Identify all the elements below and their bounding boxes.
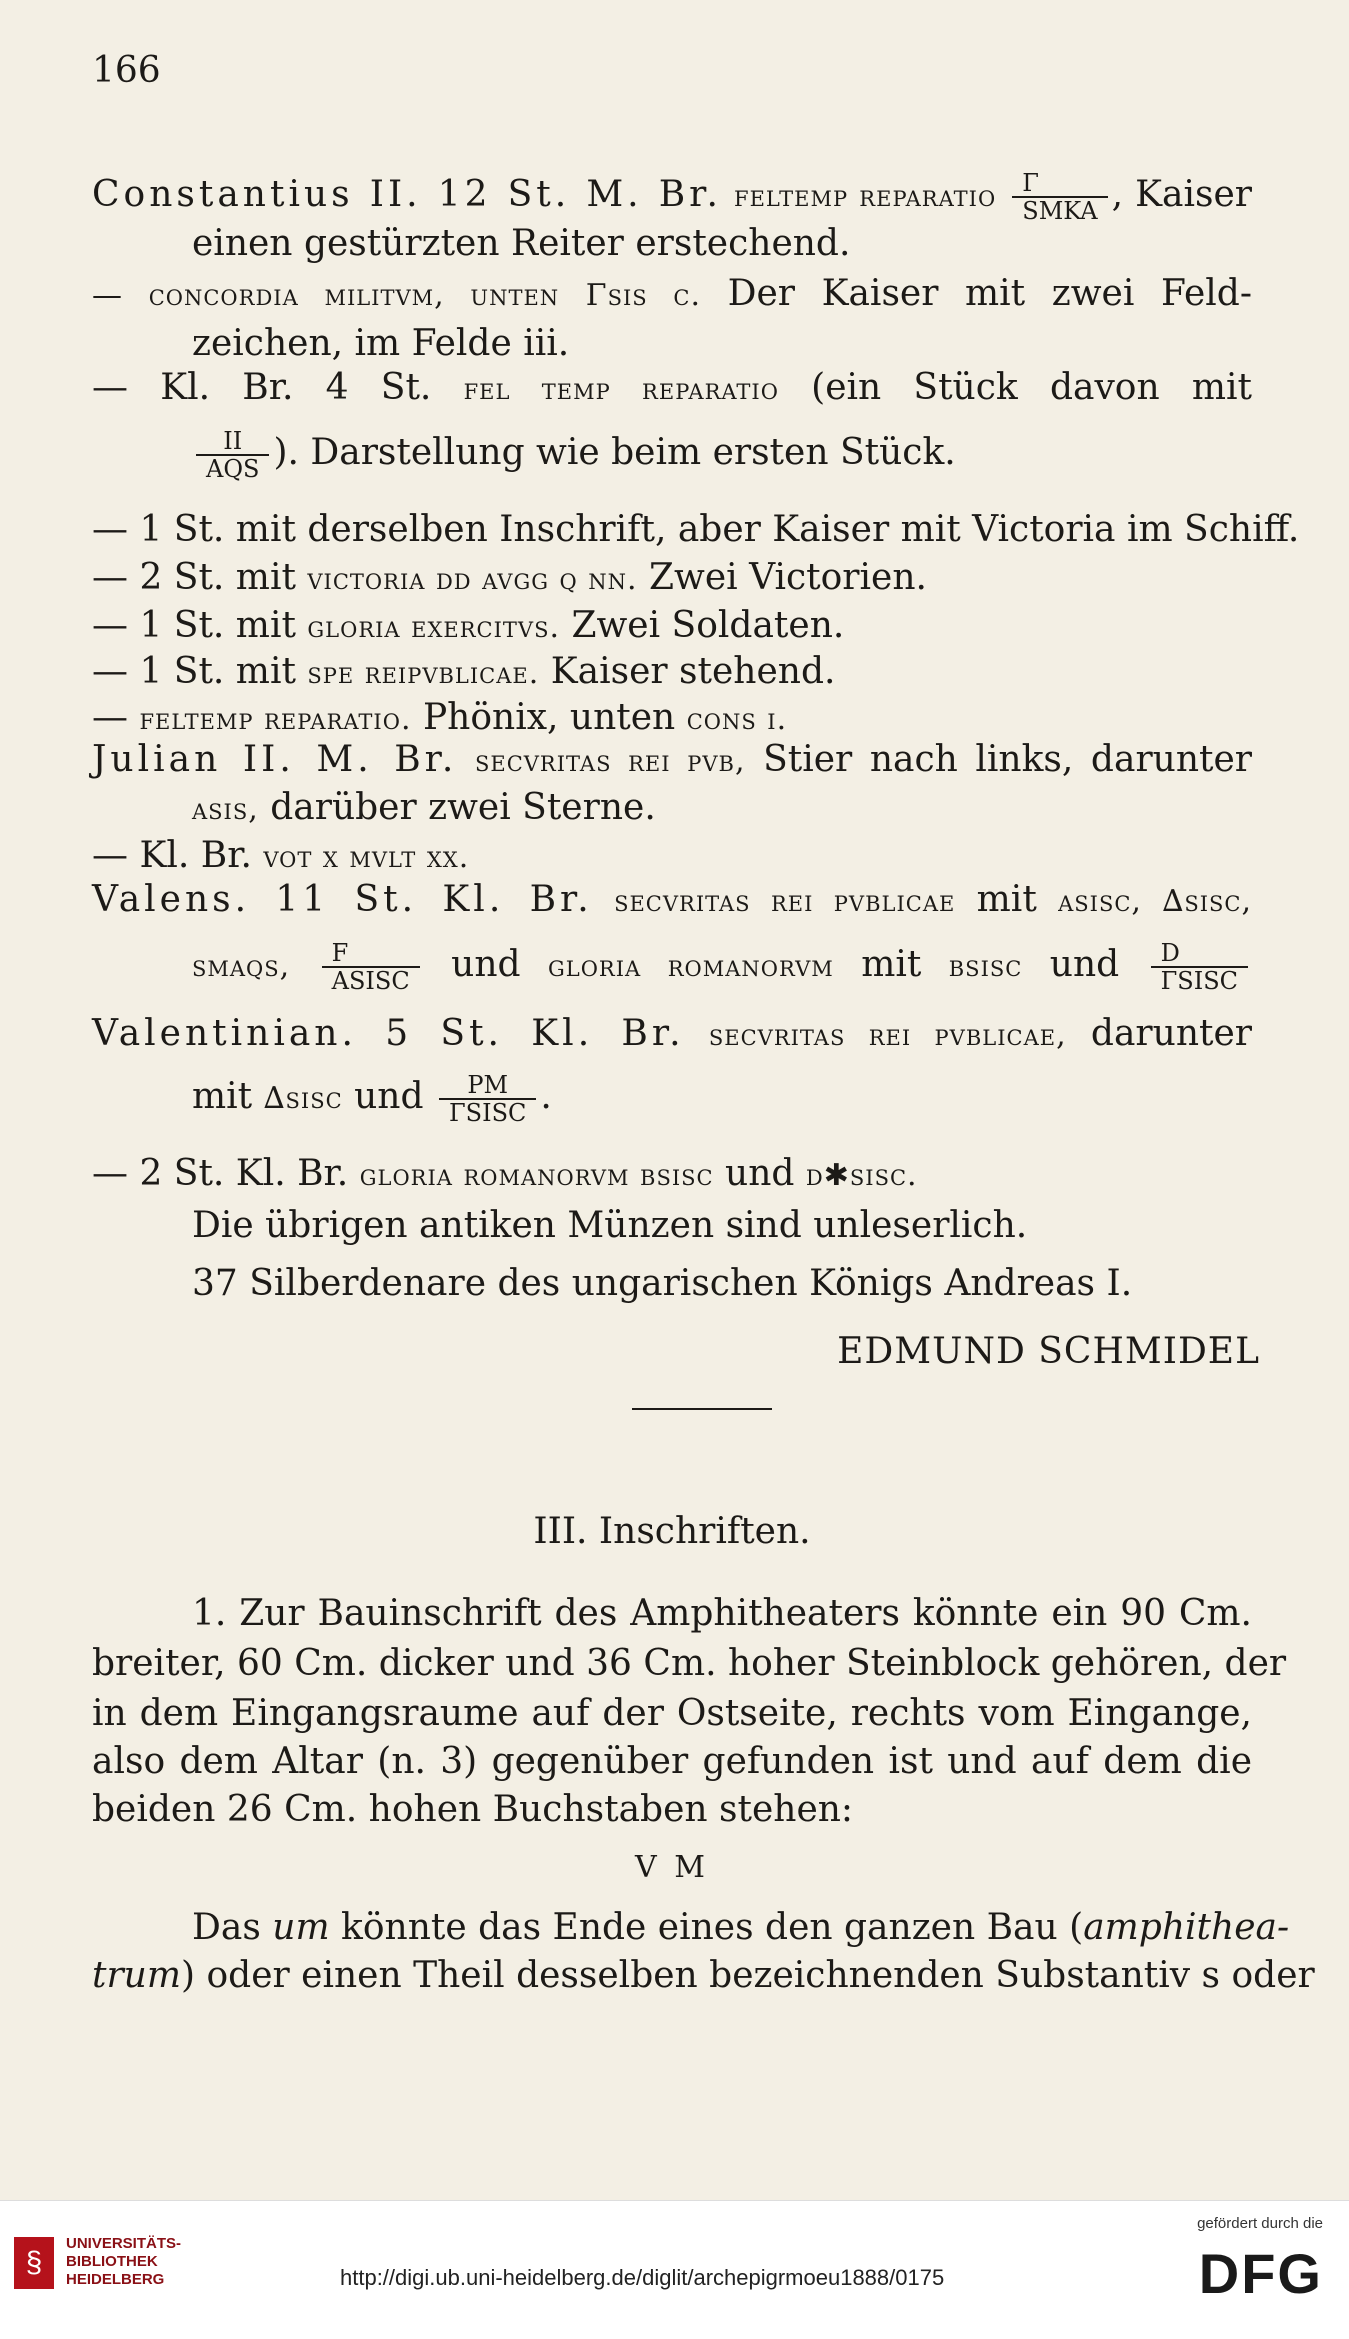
fraction: $\frac{II}{\text{AQS}}$ (196, 428, 269, 482)
text-line: — Kl. Br. vot x mvlt xx. (92, 835, 470, 876)
text-line: mit ∆sisc und $\frac{PM}{\text{ΓSISC}}$ . (192, 1071, 552, 1127)
fraction: $\frac{\Gamma}{\text{SMKA}}$ (1012, 170, 1107, 224)
paragraph-line: breiter, 60 Cm. dicker und 36 Cm. hoher Steinblock gehören, der (92, 1643, 1287, 1684)
text-line: Valentinian. 5 St. Kl. Br. secvritas rei pvblicae, darunter (92, 1013, 1252, 1054)
library-logo-icon: § (14, 2237, 54, 2289)
paragraph-line: trum) oder einen Theil desselben bezeichnenden Substantiv s oder (92, 1955, 1315, 1996)
paragraph-line: 1. Zur Bauinschrift des Amphitheaters könnte ein 90 Cm. (192, 1593, 1252, 1634)
library-logo-text: UNIVERSITÄTS- BIBLIOTHEK HEIDELBERG (66, 2235, 182, 2288)
text-line: — feltemp reparatio. Phönix, unten cons i. (92, 697, 788, 738)
fraction: $\frac{F}{\text{ASISC}}$ (322, 940, 420, 994)
text-line: — Kl. Br. 4 St. fel temp reparatio (ein Stück davon mit (92, 367, 1252, 408)
fraction: $\frac{D}{\text{ΓSISC}}$ (1151, 940, 1248, 994)
dfg-logo: DFG (1198, 2242, 1323, 2305)
text-line: einen gestürzten Reiter erstechend. (192, 223, 851, 264)
text-line: — concordia militvm, unten Γsis c. Der Kaiser mit zwei Feld- (92, 273, 1252, 314)
text-line: Die übrigen antiken Münzen sind unleserlich. (192, 1205, 1028, 1246)
text-line: Valens. 11 St. Kl. Br. secvritas rei pvblicae mit asisc, ∆sisc, (92, 879, 1252, 920)
source-url-link[interactable]: http://digi.ub.uni-heidelberg.de/diglit/archepigrmoeu1888/0175 (340, 2265, 945, 2290)
text-line: Julian II. M. Br. secvritas rei pvb, Stier nach links, darunter (92, 739, 1253, 780)
paragraph-line: beiden 26 Cm. hohen Buchstaben stehen: (92, 1789, 854, 1830)
text-line: smaqs, $\frac{F}{\text{ASISC}}$ und gloria romanorvm mit bsisc und $\frac{D}{\text{ΓSISC}}$ (192, 940, 1252, 994)
signature: EDMUND SCHMIDEL (837, 1331, 1260, 1372)
footer-bar (0, 2200, 1349, 2339)
section-heading: III. Inschriften. (533, 1511, 811, 1552)
inscription-letters: V M (635, 1850, 709, 1885)
text-line: — 2 St. Kl. Br. gloria romanorvm bsisc und d✱sisc. (92, 1153, 918, 1194)
text-line: — 1 St. mit spe reipvblicae. Kaiser stehend. (92, 651, 836, 692)
text-line: Constantius II. 12 St. M. Br. feltemp reparatio $\frac{\Gamma}{\text{SMKA}}$ , Kaiser (92, 169, 1252, 225)
text-line: asis, darüber zwei Sterne. (192, 787, 656, 828)
divider (632, 1408, 772, 1410)
text-line: — 2 St. mit victoria dd avgg q nn. Zwei Victorien. (92, 557, 927, 598)
text-line: 37 Silberdenare des ungarischen Königs Andreas I. (192, 1263, 1133, 1304)
paragraph-line: also dem Altar (n. 3) gegenüber gefunden ist und auf dem die (92, 1741, 1252, 1782)
text-line: $\frac{II}{\text{AQS}}$ ). Darstellung wie beim ersten Stück. (192, 428, 1252, 482)
fraction: $\frac{PM}{\text{ΓSISC}}$ (439, 1072, 536, 1126)
funding-note: gefördert durch die (1197, 2215, 1323, 2232)
text-line: — 1 St. mit gloria exercitvs. Zwei Soldaten. (92, 605, 845, 646)
paragraph-line: in dem Eingangsraume auf der Ostseite, rechts vom Eingange, (92, 1693, 1252, 1734)
paragraph-line: Das um könnte das Ende eines den ganzen Bau (amphithea- (192, 1907, 1290, 1948)
text-line: zeichen, im Felde iii. (192, 323, 570, 364)
text-line: — 1 St. mit derselben Inschrift, aber Kaiser mit Victoria im Schiff. (92, 509, 1300, 550)
page-number: 166 (92, 50, 161, 91)
